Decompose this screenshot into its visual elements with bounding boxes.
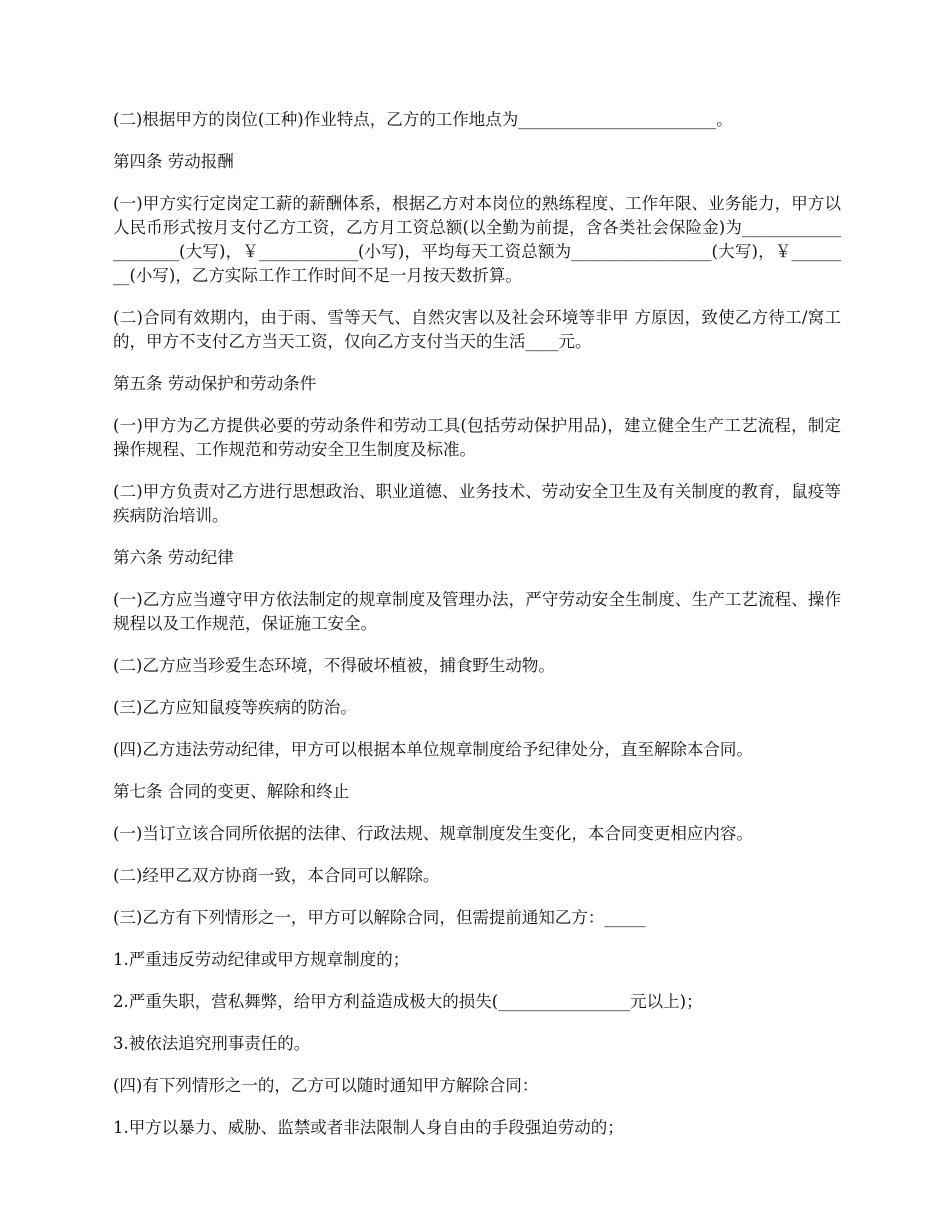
paragraph-weather-wage: (二)合同有效期内，由于雨、雪等天气、自然灾害以及社会环境等非甲 方原因，致使乙方待工/窝工的，甲方不支付乙方当天工资，仅向乙方支付当天的生活____元。 [113, 308, 841, 351]
paragraph-labor-conditions: (一)甲方为乙方提供必要的劳动条件和劳动工具(包括劳动保护用品)，建立健全生产工艺流程，制定操作规程、工作规范和劳动安全卫生制度及标准。 [113, 416, 841, 459]
paragraph-disease-prevention: (三)乙方应知鼠疫等疾病的防治。 [113, 698, 357, 717]
paragraph-environment: (二)乙方应当珍爱生态环境，不得破坏植被，捕食野生动物。 [113, 656, 555, 675]
article-4-heading: 第四条 劳动报酬 [113, 152, 234, 171]
article-6-heading: 第六条 劳动纪律 [113, 548, 234, 567]
article-7-heading: 第七条 合同的变更、解除和终止 [113, 782, 350, 801]
list-item-4: 1.甲方以暴力、威胁、监禁或者非法限制人身自由的手段强迫劳动的； [113, 1118, 624, 1137]
paragraph-employee-termination: (四)有下列情形之一的，乙方可以随时通知甲方解除合同： [113, 1076, 539, 1095]
list-item-2: 2.严重失职，营私舞弊，给甲方利益造成极大的损失(________________元以上)； [113, 992, 703, 1011]
paragraph-rules-compliance: (一)乙方应当遵守甲方依法制定的规章制度及管理办法，严守劳动安全生制度、生产工艺流程、操作规程以及工作规范，保证施工安全。 [113, 590, 841, 633]
paragraph-mutual-termination: (二)经甲乙双方协商一致，本合同可以解除。 [113, 866, 440, 885]
list-item-1: 1.严重违反劳动纪律或甲方规章制度的； [113, 950, 410, 969]
paragraph-salary-system: (一)甲方实行定岗定工薪的薪酬体系，根据乙方对本岗位的熟练程度、工作年限、业务能力，甲方以人民币形式按月支付乙方工资，乙方月工资总额(以全勤为前提，含各类社会保险金)为____________________(大写)，￥____________(小写)，平均每天工资总额为_________________(大写)，￥________(小写)，乙方实际工作工作时间不足一月按天数折算。 [113, 194, 841, 285]
paragraph-training: (二)甲方负责对乙方进行思想政治、职业道德、业务技术、劳动安全卫生及有关制度的教育，鼠疫等疾病防治培训。 [113, 482, 841, 525]
article-5-heading: 第五条 劳动保护和劳动条件 [113, 374, 317, 393]
paragraph-work-location: (二)根据甲方的岗位(工种)作业特点，乙方的工作地点为________________________。 [113, 110, 733, 129]
paragraph-discipline: (四)乙方违法劳动纪律，甲方可以根据本单位规章制度给予纪律处分，直至解除本合同。 [113, 740, 753, 759]
paragraph-contract-change: (一)当订立该合同所依据的法律、行政法规、规章制度发生变化，本合同变更相应内容。 [113, 824, 753, 843]
paragraph-employer-termination: (三)乙方有下列情形之一，甲方可以解除合同，但需提前通知乙方：_____ [113, 908, 646, 927]
document-page [113, 108, 841, 1158]
list-item-3: 3.被依法追究刑事责任的。 [113, 1034, 311, 1053]
